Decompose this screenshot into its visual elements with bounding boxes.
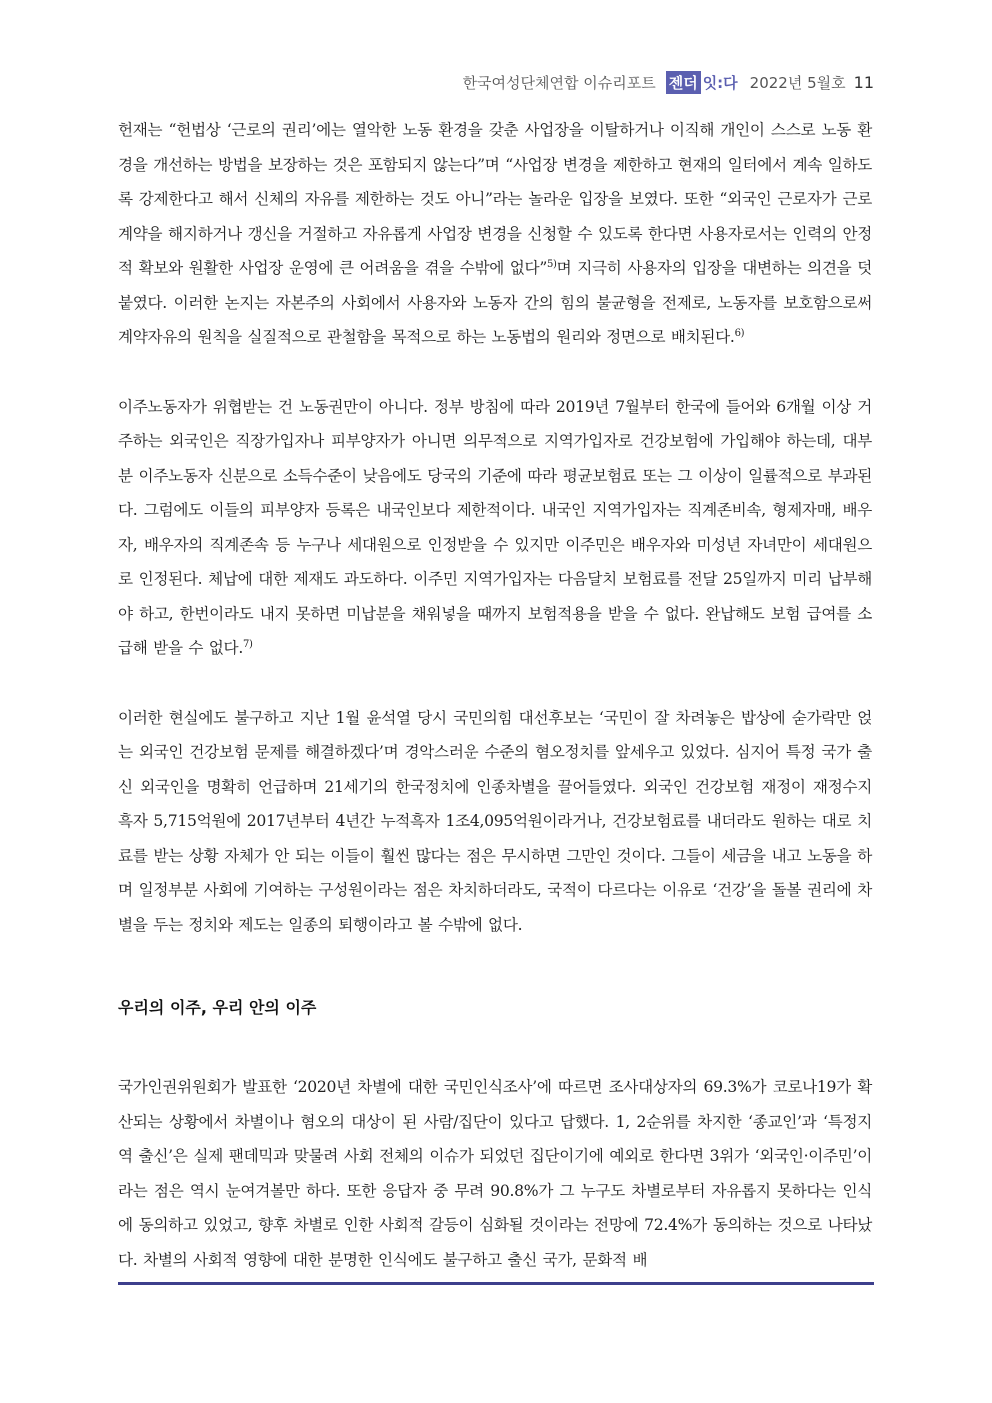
page-header: [463, 70, 874, 94]
brand-logo-part1: 젠더: [666, 71, 701, 94]
footnote-ref-6[interactable]: 6): [734, 327, 745, 339]
paragraph-1: [118, 113, 872, 355]
paragraph-2: [118, 390, 872, 666]
paragraph-2-text: 이주노동자가 위협받는 건 노동권만이 아니다. 정부 방침에 따라 2019년 7월부터 한국에 들어와 6개월 이상 거주하는 외국인은 직장가입자나 피부양자가 아니면 의무적으로 지역가입자로 건강보험에 가입해야 하는데, 대부분 이주노동자 신분으로 소득수준이 낮음에도 당국의 기준에 따라 평균보험료 또는 그 이상이 일률적으로 부과된다. 그럼에도 이들의 피부양자 등록은 내국인보다 제한적이다. 내국인 지역가입자는 직계존비속, 형제자매, 배우자, 배우자의 직계존속 등 누구나 세대원으로 인정받을 수 있지만 이주민은 배우자와 미성년 자녀만이 세대원으로 인정된다. 체납에 대한 제재도 과도하다. 이주민 지역가입자는 다음달치 보험료를 전달 25일까지 미리 납부해야 하고, 한번이라도 내지 못하면 미납분을 채워넣을 때까지 보험적용을 받을 수 없다. 완납해도 보험 급여를 소급해 받을 수 없다.: [118, 397, 872, 657]
paragraph-3: [118, 701, 872, 943]
article-body: [118, 113, 872, 1277]
page-number: 11: [853, 72, 874, 92]
paragraph-1-text: 헌재는 “헌법상 ‘근로의 권리’에는 열악한 노동 환경을 갖춘 사업장을 이탈하거나 이직해 개인이 스스로 노동 환경을 개선하는 방법을 보장하는 것은 포함되지 않는다”며 “사업장 변경을 제한하고 현재의 일터에서 계속 일하도록 강제한다고 해서 신체의 자유를 제한하는 것도 아니”라는 놀라운 입장을 보였다. 또한 “외국인 근로자가 근로계약을 해지하거나 갱신을 거절하고 자유롭게 사업장 변경을 신청할 수 있도록 한다면 사용자로서는 인력의 안정적 확보와 원활한 사업장 운영에 큰 어려움을 겪을 수밖에 없다”: [118, 121, 872, 277]
paragraph-4-text: 국가인권위원회가 발표한 ‘2020년 차별에 대한 국민인식조사’에 따르면 조사대상자의 69.3%가 코로나19가 확산되는 상황에서 차별이나 혐오의 대상이 된 사람/집단이 있다고 답했다. 1, 2순위를 차지한 ‘종교인’과 ‘특정지역 출신’은 실제 팬데믹과 맞물려 사회 전체의 이슈가 되었던 집단이기에 예외로 한다면 3위가 ‘외국인·이주민’이라는 점은 역시 눈여겨볼만 하다. 또한 응답자 중 무려 90.8%가 그 누구도 차별로부터 자유롭지 못하다는 인식에 동의하고 있었고, 향후 차별로 인한 사회적 갈등이 심화될 것이라는 전망에 72.4%가 동의하는 것으로 나타났다. 차별의 사회적 영향에 대한 분명한 인식에도 불구하고 출신 국가, 문화적 배: [118, 1078, 872, 1269]
paragraph-3-text: 이러한 현실에도 불구하고 지난 1월 윤석열 당시 국민의힘 대선후보는 ‘국민이 잘 차려놓은 밥상에 숟가락만 얹는 외국인 건강보험 문제를 해결하겠다’며 경악스러운 수준의 혐오정치를 앞세우고 있었다. 심지어 특정 국가 출신 외국인을 명확히 언급하며 21세기의 한국정치에 인종차별을 끌어들였다. 외국인 건강보험 재정이 재정수지 흑자 5,715억원에 2017년부터 4년간 누적흑자 1조4,095억원이라거나, 건강보험료를 내더라도 원하는 대로 치료를 받는 상황 자체가 안 되는 이들이 훨씬 많다는 점은 무시하면 그만인 것이다. 그들이 세금을 내고 노동을 하며 일정부분 사회에 기여하는 구성원이라는 점은 차치하더라도, 국적이 다르다는 이유로 ‘건강’을 돌볼 권리에 차별을 두는 정치와 제도는 일종의 퇴행이라고 볼 수밖에 없다.: [118, 708, 872, 934]
brand-logo: [666, 71, 740, 94]
header-organization: 한국여성단체연합 이슈리포트: [462, 73, 656, 92]
footnote-ref-7[interactable]: 7): [242, 638, 253, 650]
header-issue-date: 2022년 5월호: [749, 73, 846, 92]
brand-logo-part2: 잇:다: [702, 73, 738, 92]
paragraph-1-tail: 며 지극히 사용자의 입장을 대변하는 의견을 덧붙였다. 이러한 논지는 자본주의 사회에서 사용자와 노동자 간의 힘의 불균형을 전제로, 노동자를 보호함으로써 계약자유의 원칙을 실질적으로 관철함을 목적으로 하는 노동법의 원리와 정면으로 배치된다.: [118, 259, 872, 346]
paragraph-4: [118, 1070, 872, 1277]
footer-divider: [118, 1282, 874, 1285]
footnote-ref-5[interactable]: 5): [547, 258, 557, 270]
section-heading: 우리의 이주, 우리 안의 이주: [118, 998, 317, 1017]
